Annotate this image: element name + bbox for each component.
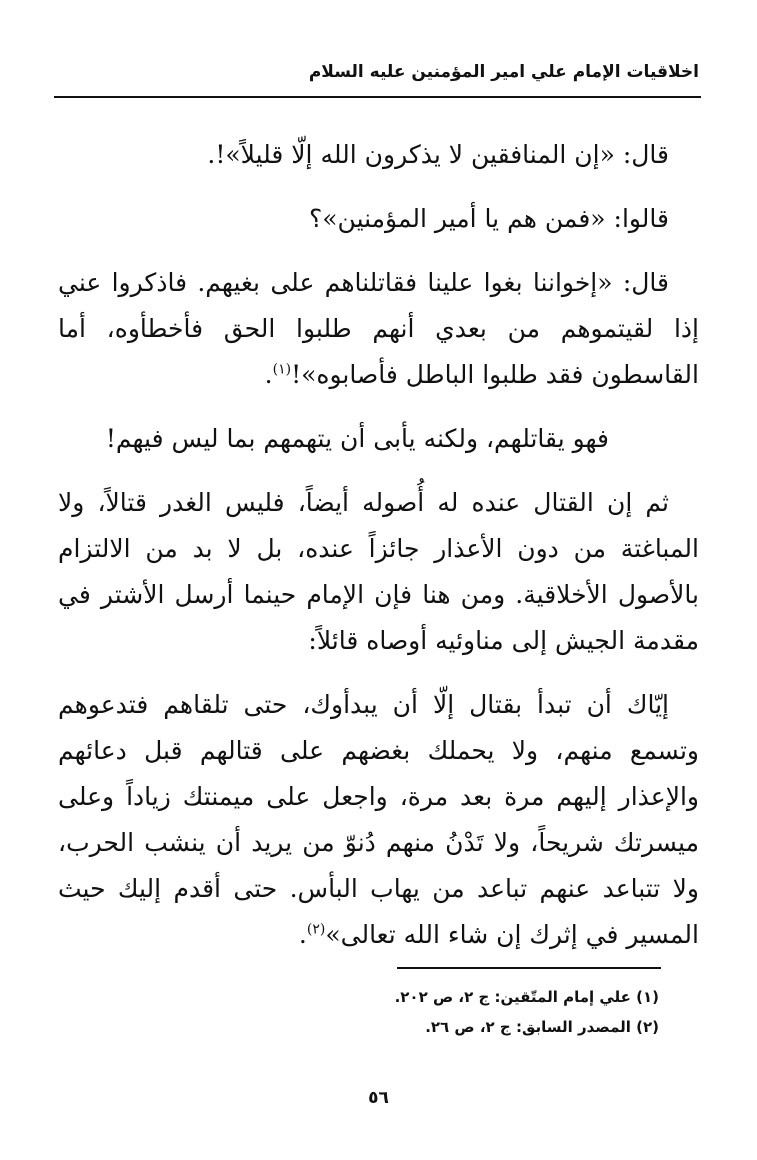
footnote-1: (١) علي إمام المتّقين: ج ٢، ص ٢٠٢. bbox=[394, 988, 659, 1006]
paragraph-2: قالوا: «فمن هم يا أمير المؤمنين»؟ bbox=[308, 204, 669, 233]
paragraph-6-text: إيّاك أن تبدأ بقتال إلّا أن يبدأوك، حتى تلقاهم فتدعوهم وتسمع منهم، ولا يحملك بغضهم على قتالهم قبل دعائهم والإعذار إليهم مرة بعد مرة، واجعل على ميمنتك زياداً وعلى ميسرتك شريحاً، ولا تَدْنُ منهم دُنوّ من يريد أن ينشب الحرب، ولا تتباعد عنهم تباعد من يهاب البأس. حتى أقدم إليك حيث المسير في إثرك إن شاء الله تعالى» bbox=[58, 690, 699, 949]
paragraph-3-end: . bbox=[264, 360, 273, 389]
paragraph-3 bbox=[58, 260, 699, 398]
page-number: ٥٦ bbox=[368, 1088, 389, 1108]
footnote-ref-1[interactable]: (١) bbox=[272, 361, 292, 378]
footnote-separator bbox=[397, 967, 661, 969]
paragraph-6-end: . bbox=[298, 920, 307, 949]
footnotes bbox=[59, 982, 659, 1042]
paragraph-6-quote bbox=[58, 682, 699, 958]
footnote-2: (٢) المصدر السابق: ج ٢، ص ٢٦. bbox=[425, 1018, 659, 1036]
running-header: اخلاقيات الإمام علي امير المؤمنين عليه السلام bbox=[308, 62, 699, 82]
header-rule bbox=[54, 96, 701, 98]
footnote-ref-2[interactable]: (٢) bbox=[306, 921, 326, 938]
paragraph-4: فهو يقاتلهم، ولكنه يأبى أن يتهمهم بما ليس فيهم! bbox=[105, 424, 609, 453]
paragraph-1: قال: «إن المنافقين لا يذكرون الله إلّا قليلاً»!. bbox=[207, 140, 669, 169]
paragraph-3-text: قال: «إخواننا بغوا علينا فقاتلناهم على بغيهم. فاذكروا عني إذا لقيتموهم من بعدي أنهم طلبوا الحق فأخطأوه، أما القاسطون فقد طلبوا الباطل فأصابوه»! bbox=[58, 268, 699, 389]
main-text bbox=[58, 132, 699, 976]
paragraph-5: ثم إن القتال عنده له أُصوله أيضاً، فليس الغدر قتالاً، ولا المباغتة من دون الأعذار جائزاً عنده، بل لا بد من الالتزام بالأصول الأخلاقية. ومن هنا فإن الإمام حينما أرسل الأشتر في مقدمة الجيش إلى مناوئيه أوصاه قائلاً: bbox=[58, 488, 699, 655]
